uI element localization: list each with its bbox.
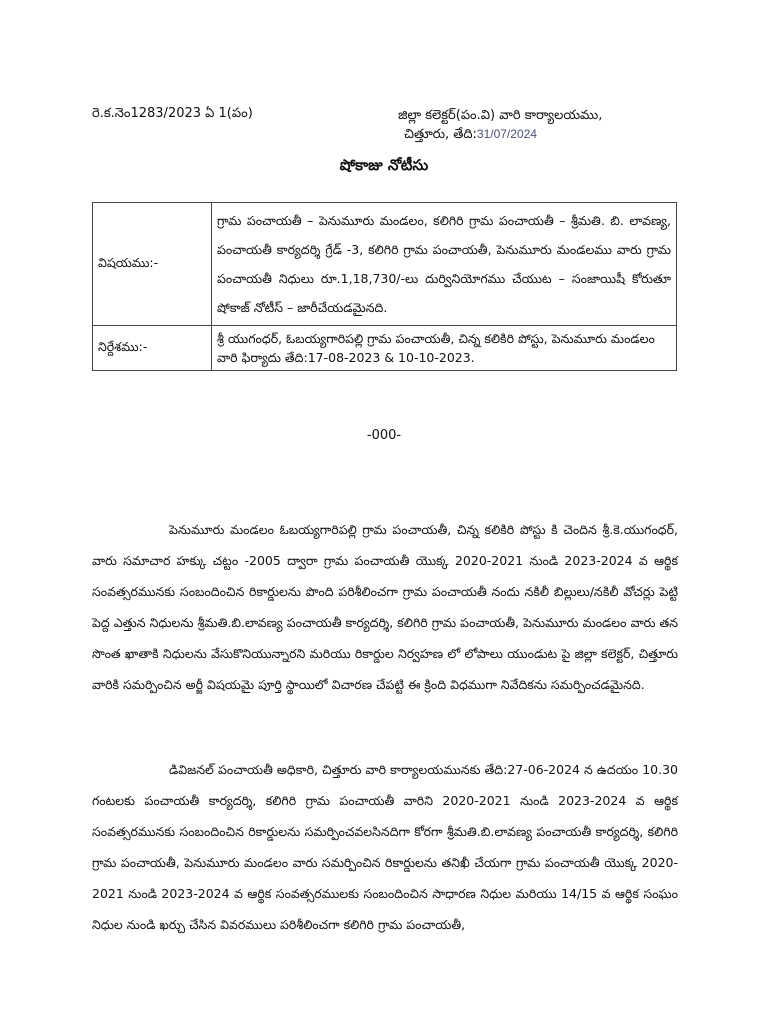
office-date: 31/07/2024 [476, 127, 537, 141]
reference-row [93, 326, 677, 371]
body-paragraph: డివిజనల్ పంచాయతీ అధికారి, చిత్తూరు వారి కార్యాలయమునకు తేది:27-06-2024 న ఉదయం 10.30 గంటలకు పంచాయతీ కార్యదర్శి, కలిగిరి గ్రామ పంచాయతీ వారిని 2020-2021 నుండి 2023-2024 వ ఆర్థిక సంవత్సరమునకు సంబందించిన రికార్డులను సమర్పించవలసినదిగా కోరగా శ్రీమతి.బి.లావణ్య పంచాయతీ కార్యదర్శి, కలిగిరి గ్రామ పంచాయతీ, పెనుమూరు మండలం వారు సమర్పించిన రికార్డులను తనిఖీ చేయగా గ్రామ పంచాయతీ యొక్క 2020-2021 నుండి 2023-2024 వ ఆర్థిక సంవత్సరములకు సంబందించిన సాధారణ నిధుల మరియు 14/15 వ ఆర్థిక సంఘం నిధుల నుండి ఖర్చు చేసిన వివరములు పరిశీలించగా కలిగిరి గ్రామ పంచాయతీ, [92, 762, 678, 932]
office-place: చిత్తూరు, తేది: [404, 127, 477, 142]
office-name: జిల్లా కలెక్టర్(పం.వి) వారి కార్యాలయము, [398, 108, 603, 123]
notice-title: షోకాజు నోటీసు [339, 156, 429, 174]
body-paragraph: పెనుమూరు మండలం ఓబయ్యగారిపల్లి గ్రామ పంచాయతీ, చిన్న కలికిరి పోస్టు కి చెందిన శ్రీ.కె.యుగంధర్, వారు సమాచార హక్కు చట్టం -2005 ద్వారా గ్రామ పంచాయతీ యొక్క 2020-2021 నుండి 2023-2024 వ ఆర్థిక సంవత్సరమునకు సంబందించిన రికార్డులను పొంది పరిశీలించగా గ్రామ పంచాయతీ నందు నకిలీ బిల్లులు/నకిలీ వోచర్లు పెట్టి పెద్ద ఎత్తున నిధులను శ్రీమతి.బి.లావణ్య పంచాయతీ కార్యదర్శి, కలిగిరి గ్రామ పంచాయతీ, పెనుమూరు మండలం వారు తన సొంత ఖాతాకి నిధులను వేసుకొనియున్నారని మరియు రికార్డుల నిర్వహణ లో లోపాలు యుండుట పై జిల్లా కలెక్టర్, చిత్తూరు వారికి సమర్పించిన అర్జీ విషయమై పూర్తి స్థాయిలో విచారణ చేపట్టి ఈ క్రింది విధముగా నివేదికను సమర్పించడమైనది. [92, 522, 678, 692]
subject-text: గ్రామ పంచాయతీ – పెనుమూరు మండలం, కలిగిరి గ్రామ పంచాయతీ – శ్రీమతి. బి. లావణ్య, పంచాయతీ కార్యదర్శి గ్రేడ్ -3, కలిగిరి గ్రామ పంచాయతీ, పెనుమూరు మండలము వారు గ్రామ పంచాయతీ నిధులు రూ.1,18,730/-లు దుర్వినియోగము చేయుట – సంజాయిషీ కోరుతూ షోకాజ్ నోటీస్ – జారీచేయడమైనది. [212, 203, 677, 326]
reference-number: రె.క.నెం1283/2023 ఏ 1(పం) [92, 106, 253, 121]
reference-label: నిర్దేశము:- [93, 326, 212, 371]
subject-row [93, 203, 677, 326]
office-block [398, 106, 602, 144]
office-place-date [398, 125, 602, 144]
subject-label: విషయము:- [93, 203, 212, 326]
subject-table [92, 202, 677, 371]
reference-text: శ్రీ యుగంధర్, ఓబయ్యగారిపల్లి గ్రామ పంచాయతీ, చిన్న కలికిరి పోస్టు, పెనుమూరు మండలం వారి ఫిర్యాదు తేది:17-08-2023 & 10-10-2023. [212, 326, 677, 371]
separator: -000- [366, 428, 402, 443]
